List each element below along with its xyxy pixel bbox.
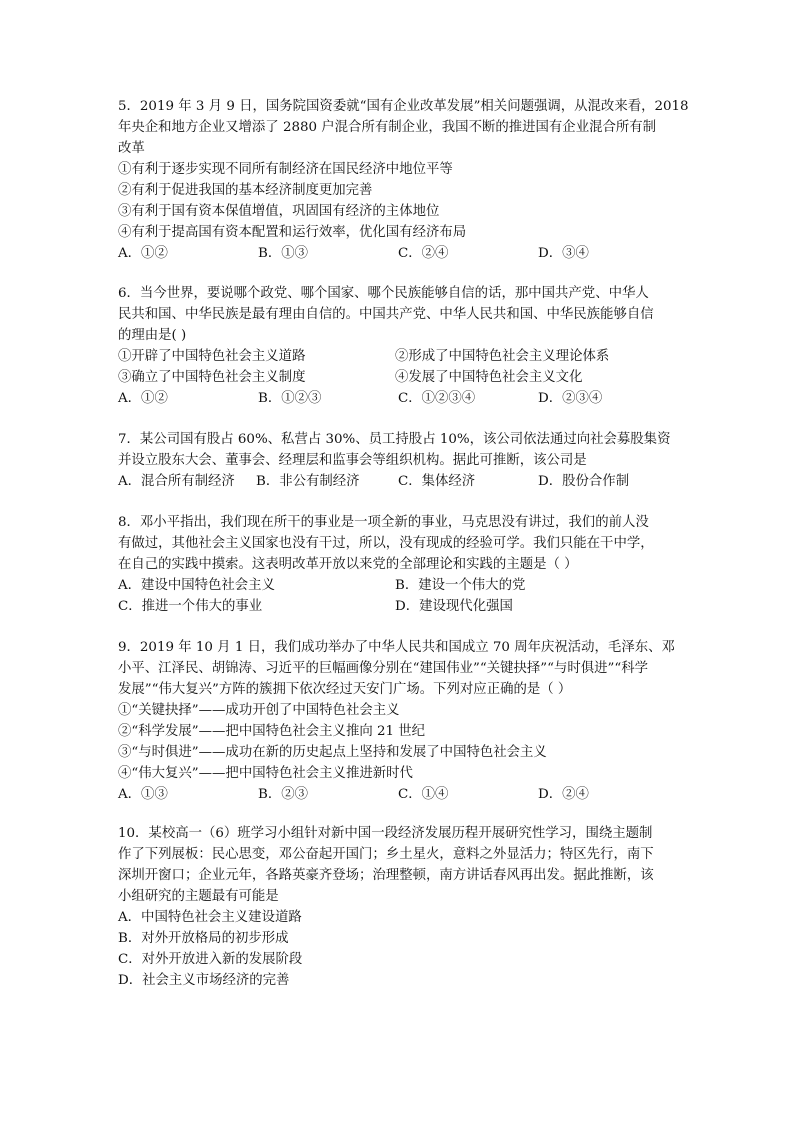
question-10-stem-line-4: 小组研究的主题最有可能是 [118, 889, 279, 904]
question-9-stem-line-2: 小平、江泽民、胡锦涛、习近平的巨幅画像分别在“建国伟业”“关键抉择”“与时俱进”“科学 [118, 661, 648, 676]
question-9 [118, 637, 678, 805]
question-9-options [118, 784, 678, 805]
question-7-stem-line-2: 并设立股东大会、董事会、经理层和监事会等组织机构。据此可推断，该公司是 [118, 453, 587, 468]
question-6-statement-2: ②形成了中国特色社会主义理论体系 [395, 349, 610, 364]
question-9-stem-line-3: 发展”“伟大复兴”方阵的簇拥下依次经过天安门广场。下列对应正确的是（ ） [118, 682, 572, 697]
question-6-options [118, 388, 678, 409]
option-b[interactable]: B．①③ [258, 246, 309, 261]
question-9-statement-4: ④“伟大复兴”——把中国特色社会主义推进新时代 [118, 766, 413, 781]
question-9-statement-3: ③“与时俱进”——成功在新的历史起点上坚持和发展了中国特色社会主义 [118, 745, 547, 760]
option-c[interactable]: C．对外开放进入新的发展阶段 [118, 952, 303, 967]
question-6-statements-row-1 [118, 346, 678, 367]
question-6-statements-row-2 [118, 367, 678, 388]
option-a[interactable]: A．中国特色社会主义建设道路 [118, 910, 302, 925]
option-a[interactable]: A．①③ [118, 787, 168, 802]
question-6-statement-1: ①开辟了中国特色社会主义道路 [118, 349, 306, 364]
question-5-stem-line-1: 5．2019 年 3 月 9 日，国务院国资委就“国有企业改革发展”相关问题强调，从混改来看，2018 [118, 99, 689, 114]
option-d[interactable]: D．社会主义市场经济的完善 [118, 973, 290, 988]
question-5-statement-4: ④有利于提高国有资本配置和运行效率，优化国有经济布局 [118, 225, 467, 240]
question-10-stem-line-2: 作了下列展板：民心思变，邓公奋起开国门；乡土星火，意料之外显活力；特区先行，南下 [118, 847, 654, 862]
question-6-stem-line-2: 民共和国、中华民族是最有理由自信的。中国共产党、中华人民共和国、中华民族能够自信 [118, 307, 654, 322]
option-d[interactable]: D．③④ [538, 246, 589, 261]
option-b[interactable]: B．建设一个伟大的党 [395, 578, 526, 593]
question-6 [118, 283, 678, 409]
question-7-stem-line-1: 7．某公司国有股占 60%、私营占 30%、员工持股占 10%，该公司依法通过向社会募股集资 [118, 432, 671, 447]
question-8 [118, 512, 678, 617]
option-a[interactable]: A．建设中国特色社会主义 [118, 578, 275, 593]
question-8-options-row-1 [118, 575, 678, 596]
question-5-statement-2: ②有利于促进我国的基本经济制度更加完善 [118, 183, 373, 198]
question-9-statement-2: ②“科学发展”——把中国特色社会主义推向 21 世纪 [118, 724, 426, 739]
question-5-stem-line-3: 改革 [118, 141, 145, 156]
option-b[interactable]: B．②③ [258, 787, 309, 802]
question-6-stem-line-3: 的理由是( ) [118, 328, 187, 343]
question-7 [118, 429, 678, 492]
option-d[interactable]: D．②④ [538, 787, 589, 802]
question-6-stem-line-1: 6．当今世界，要说哪个政党、哪个国家、哪个民族能够自信的话，那中国共产党、中华人 [118, 286, 649, 301]
question-5-stem-line-2: 年央企和地方企业又增添了 2880 户混合所有制企业，我国不断的推进国有企业混合所有制 [118, 120, 657, 135]
option-c[interactable]: C．集体经济 [398, 474, 476, 489]
option-a[interactable]: A．①② [118, 391, 168, 406]
option-d[interactable]: D．股份合作制 [538, 474, 630, 489]
question-8-stem-line-2: 有做过，其他社会主义国家也没有干过，所以，没有现成的经验可学。我们只能在干中学， [118, 536, 654, 551]
question-10-stem-line-1: 10．某校高一（6）班学习小组针对新中国一段经济发展历程开展研究性学习，围绕主题制 [118, 826, 653, 841]
question-5-statement-1: ①有利于逐步实现不同所有制经济在国民经济中地位平等 [118, 162, 453, 177]
option-a[interactable]: A．①② [118, 246, 168, 261]
question-5-options [118, 243, 678, 264]
question-9-stem-line-1: 9．2019 年 10 月 1 日，我们成功举办了中华人民共和国成立 70 周年庆祝活动，毛泽东、邓 [118, 640, 675, 655]
question-8-options-row-2 [118, 596, 678, 617]
question-8-stem-line-1: 8．邓小平指出，我们现在所干的事业是一项全新的事业，马克思没有讲过，我们的前人没 [118, 515, 649, 530]
option-c[interactable]: C．①④ [398, 787, 449, 802]
option-d[interactable]: D．建设现代化强国 [395, 599, 513, 614]
question-5 [118, 96, 689, 264]
option-c[interactable]: C．推进一个伟大的事业 [118, 599, 263, 614]
option-a[interactable]: A．混合所有制经济 [118, 474, 235, 489]
option-b[interactable]: B．①②③ [258, 391, 322, 406]
option-d[interactable]: D．②③④ [538, 391, 603, 406]
question-6-statement-4: ④发展了中国特色社会主义文化 [395, 370, 583, 385]
question-7-options [118, 471, 678, 492]
question-10 [118, 823, 678, 991]
question-10-stem-line-3: 深圳开窗口；企业元年，各路英豪齐登场；治理整顿，南方讲话春风再出发。据此推断，该 [118, 868, 654, 883]
option-c[interactable]: C．②④ [398, 246, 449, 261]
question-6-statement-3: ③确立了中国特色社会主义制度 [118, 370, 306, 385]
question-8-stem-line-3: 在自己的实践中摸索。这表明改革开放以来党的全部理论和实践的主题是（ ） [118, 557, 578, 572]
option-b[interactable]: B．非公有制经济 [256, 474, 360, 489]
question-9-statement-1: ①“关键抉择”——成功开创了中国特色社会主义 [118, 703, 400, 718]
question-5-statement-3: ③有利于国有资本保值增值，巩固国有经济的主体地位 [118, 204, 440, 219]
option-c[interactable]: C．①②③④ [398, 391, 476, 406]
option-b[interactable]: B．对外开放格局的初步形成 [118, 931, 289, 946]
